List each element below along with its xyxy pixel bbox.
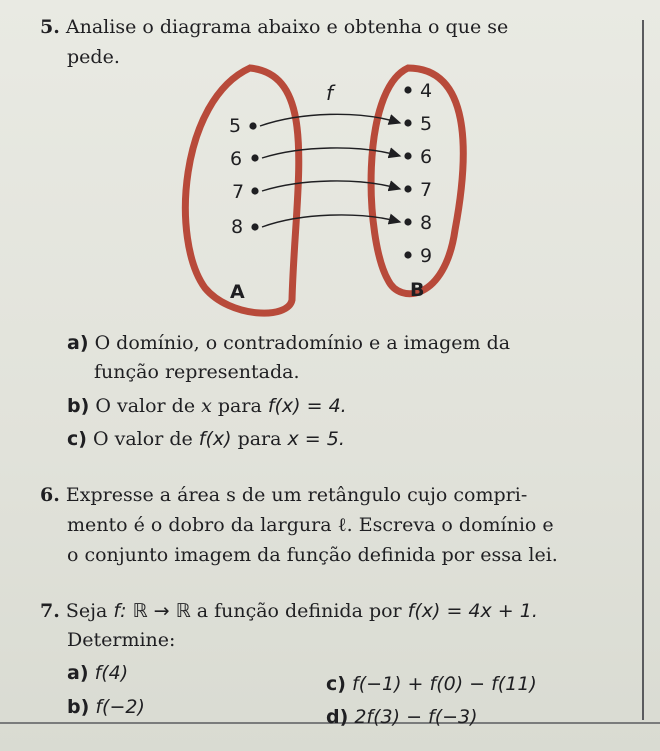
q7-item-a (67, 660, 128, 686)
set-a-label: A (230, 281, 245, 303)
q7-item-c-letter: c) (326, 673, 346, 695)
q7-item-d (326, 704, 478, 730)
q5-item-b-var: x (201, 395, 212, 417)
q6-line3: o conjunto imagem da função definida por essa lei. (67, 544, 558, 566)
q7-item-c (326, 671, 537, 697)
codomain-point-7 (404, 179, 432, 201)
function-label: f (326, 81, 334, 105)
q7-item-b (67, 694, 145, 720)
arrow-8-to-8 (262, 215, 400, 227)
arrow-7-to-7 (262, 181, 400, 191)
codomain-value-7: 7 (420, 179, 433, 201)
q6-number: 6. (40, 484, 60, 506)
q7-func: f: ℝ → ℝ (113, 600, 191, 622)
codomain-point-5 (404, 113, 432, 135)
domain-point-5 (229, 115, 257, 137)
q7-mid: a função definida por (190, 600, 408, 622)
q7-item-b-letter: b) (67, 696, 90, 718)
q5-number: 5. (40, 16, 60, 38)
q7-item-b-expr: f(−2) (95, 696, 145, 718)
q5-item-c-pre: O valor de (93, 428, 199, 450)
q5-item-c-mid: para (231, 428, 288, 450)
domain-point-7 (232, 181, 259, 203)
q5-item-b-pre: O valor de (95, 395, 202, 417)
domain-value-7: 7 (232, 181, 245, 203)
q5-item-a-letter: a) (67, 332, 89, 354)
q5-item-b-letter: b) (67, 395, 90, 417)
q5-intro-line2: pede. (67, 46, 120, 68)
q5-item-b-mid: para (211, 395, 268, 417)
domain-value-8: 8 (231, 216, 244, 238)
q7-item-d-letter: d) (326, 706, 349, 728)
codomain-value-9: 9 (420, 245, 433, 267)
q5-item-c-letter: c) (67, 428, 87, 450)
codomain-value-6: 6 (420, 146, 433, 168)
q6-line1 (40, 482, 527, 508)
q7-pre: Seja (65, 600, 114, 622)
codomain-value-4: 4 (420, 80, 433, 102)
set-b-label: B (410, 279, 425, 301)
q5-item-b (67, 393, 347, 419)
q5-item-c (67, 426, 345, 452)
q6-line2: mento é o dobro da largura ℓ. Escreva o domínio e (67, 514, 554, 536)
q7-statement (40, 598, 538, 624)
q5-item-c-expr1: f(x) (198, 428, 232, 450)
codomain-value-5: 5 (420, 113, 433, 135)
domain-point-8 (231, 216, 259, 238)
q5-item-b-expr: f(x) = 4. (267, 395, 347, 417)
codomain-point-9 (404, 245, 432, 267)
domain-value-6: 6 (230, 148, 243, 170)
codomain-point-8 (404, 212, 432, 234)
q5-item-c-expr2: x = 5. (287, 428, 345, 450)
q7-number: 7. (40, 600, 60, 622)
q5-item-a-line1 (67, 330, 510, 356)
q7-determine: Determine: (67, 629, 176, 651)
codomain-value-8: 8 (420, 212, 433, 234)
q5-intro-text1: Analise o diagrama abaixo e obtenha o que se (65, 16, 509, 38)
codomain-point-4 (404, 80, 432, 102)
arrow-6-to-6 (262, 148, 400, 158)
q5-item-a-line2: função representada. (94, 361, 300, 383)
q7-item-a-expr: f(4) (94, 662, 129, 684)
q7-item-a-letter: a) (67, 662, 89, 684)
set-b-oval (371, 68, 463, 294)
q6-text1: Expresse a área s de um retângulo cujo compri- (65, 484, 528, 506)
q7-law: f(x) = 4x + 1. (407, 600, 538, 622)
q7-item-d-expr: 2f(3) − f(−3) (354, 706, 478, 728)
q7-item-c-expr: f(−1) + f(0) − f(11) (352, 673, 537, 695)
domain-value-5: 5 (229, 115, 242, 137)
domain-point-6 (230, 148, 259, 170)
codomain-point-6 (404, 146, 432, 168)
q5-item-a-text1: O domínio, o contradomínio e a imagem da (94, 332, 511, 354)
